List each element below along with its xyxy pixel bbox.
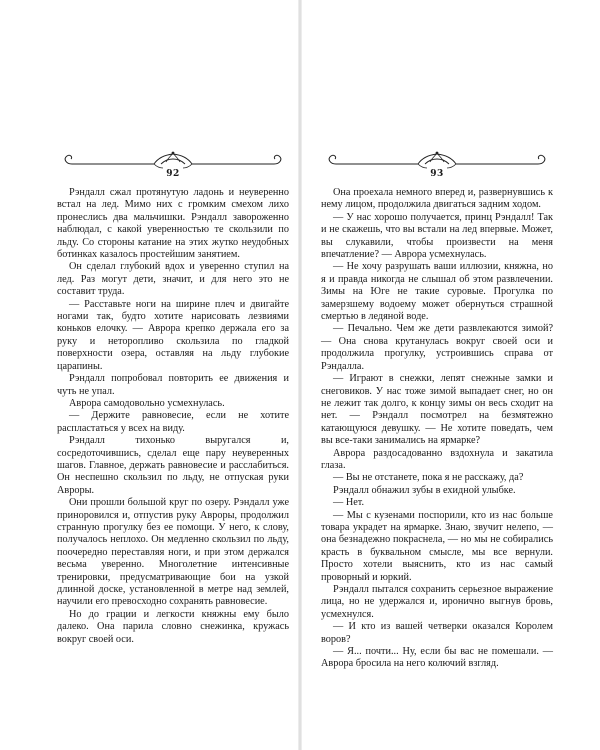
paragraph: — Расставьте ноги на ширине плеч и двигайте ногами так, будто хотите нарисовать лезвиями коньков елочку. — Аврора крепко держала его за руку и неторопливо скользила по гладкой поверхности озера, оставляя на льду глубокие царапины.: [57, 298, 289, 372]
paragraph: — Я... почти... Ну, если бы вас не помешали. — Аврора бросила на него колючий взгляд.: [321, 646, 553, 670]
paragraph: — Вы не отстанете, пока я не расскажу, да?: [333, 472, 524, 484]
paragraph: — Мы с кузенами поспорили, кто из нас больше товара украдет на ярмарке. Знаю, звучит нелепо, — она безнадежно покраснела, — но мы не собирались красть в буквальном смысле, мы все вернули. Просто хотели выяснить, кто из нас самый проворный и юркий.: [321, 509, 553, 583]
page-number: 93: [430, 169, 444, 179]
paragraph: Аврора раздосадованно вздохнула и закатила глаза.: [321, 447, 553, 471]
paragraph: Рэндалл пытался сохранить серьезное выражение лица, но не удержался и, иронично выгнув бровь, усмехнулся.: [321, 584, 553, 620]
body-text: [57, 187, 289, 646]
paragraph: Он сделал глубокий вдох и уверенно ступил на лед. Раз могут дети, значит, и для него это не составит труда.: [57, 261, 289, 298]
paragraph: — Держите равновесие, если не хотите распластаться у всех на виду.: [57, 410, 289, 434]
paragraph: — И кто из вашей четверки оказался Королем воров?: [321, 621, 553, 645]
paragraph: — Нет.: [333, 497, 365, 509]
page-header-ornament: [58, 150, 288, 186]
paragraph: — Играют в снежки, лепят снежные замки и снеговиков. У нас тоже зимой выпадает снег, но он не лежит так долго, к концу зимы он весь сходит на нет. — Рэндалл посмотрел на безмятежно катающуюся девушку. — Не хотите поведать, чем вы все-таки занимались на ярмарке?: [321, 373, 553, 447]
paragraph: — У нас хорошо получается, принц Рэндалл! Так и не скажешь, что вы встали на лед впервые. Может, вы слукавили, чтобы произвести на меня впечатление? — Аврора усмехнулась.: [321, 211, 553, 261]
paragraph: Рэндалл тихонько выругался и, сосредоточившись, сделал еще пару неуверенных шагов. Главное, держать равновесие и расслабиться. Он неспешно скользил по льду, не отпуская руки Авроры.: [57, 435, 289, 496]
paragraph: Но до грации и легкости княжны ему было далеко. Она парила словно снежинка, кружась вокруг своей оси.: [57, 608, 289, 645]
paragraph: Рэндалл обнажил зубы в ехидной улыбке.: [333, 484, 516, 496]
paragraph: Они прошли большой круг по озеру. Рэндалл уже приноровился и, отпустив руку Авроры, продолжил странную прогулку без ее помощи. У него, к слову, получалось неплохо. Он медленно скользил по льду, поочередно переставляя ноги, и при этом держался весьма уверенно. Многолетние интенсивные тренировки, предусматривающие бои на узкой длинной доске, установленной в метре над землей, научили его превосходно сохранять равновесие.: [57, 497, 289, 608]
page-header-ornament: [322, 150, 552, 186]
page-number: 92: [166, 169, 180, 179]
paragraph: — Печально. Чем же дети развлекаются зимой? — Она снова крутанулась вокруг своей оси и продолжила прогулку, устроившись справа от Рэндалла.: [321, 323, 553, 372]
body-text: [321, 187, 553, 671]
right-page: [300, 0, 600, 750]
paragraph: Рэндалл попробовал повторить ее движения и чуть не упал.: [57, 373, 289, 397]
paragraph: Рэндалл сжал протянутую ладонь и неуверенно встал на лед. Мимо них с громким смехом лихо пронеслись два мальчишки. Рэндалл завороженно наблюдал, с какой уверенностью те скользили по льду. Со стороны катание на этих жутко неудобных ботинках казалось простейшим занятием.: [57, 187, 289, 261]
paragraph: — Не хочу разрушать ваши иллюзии, княжна, но я и правда никогда не слышал об этом развлечении. Зимы на Юге не такие суровые. Прогулка по замерзшему водоему может обернуться страшной смертью в ледяной воде.: [321, 261, 553, 323]
paragraph: Она проехала немного вперед и, развернувшись к нему лицом, продолжила двигаться задним ходом.: [321, 187, 553, 211]
paragraph: Аврора самодовольно усмехнулась.: [69, 397, 225, 409]
